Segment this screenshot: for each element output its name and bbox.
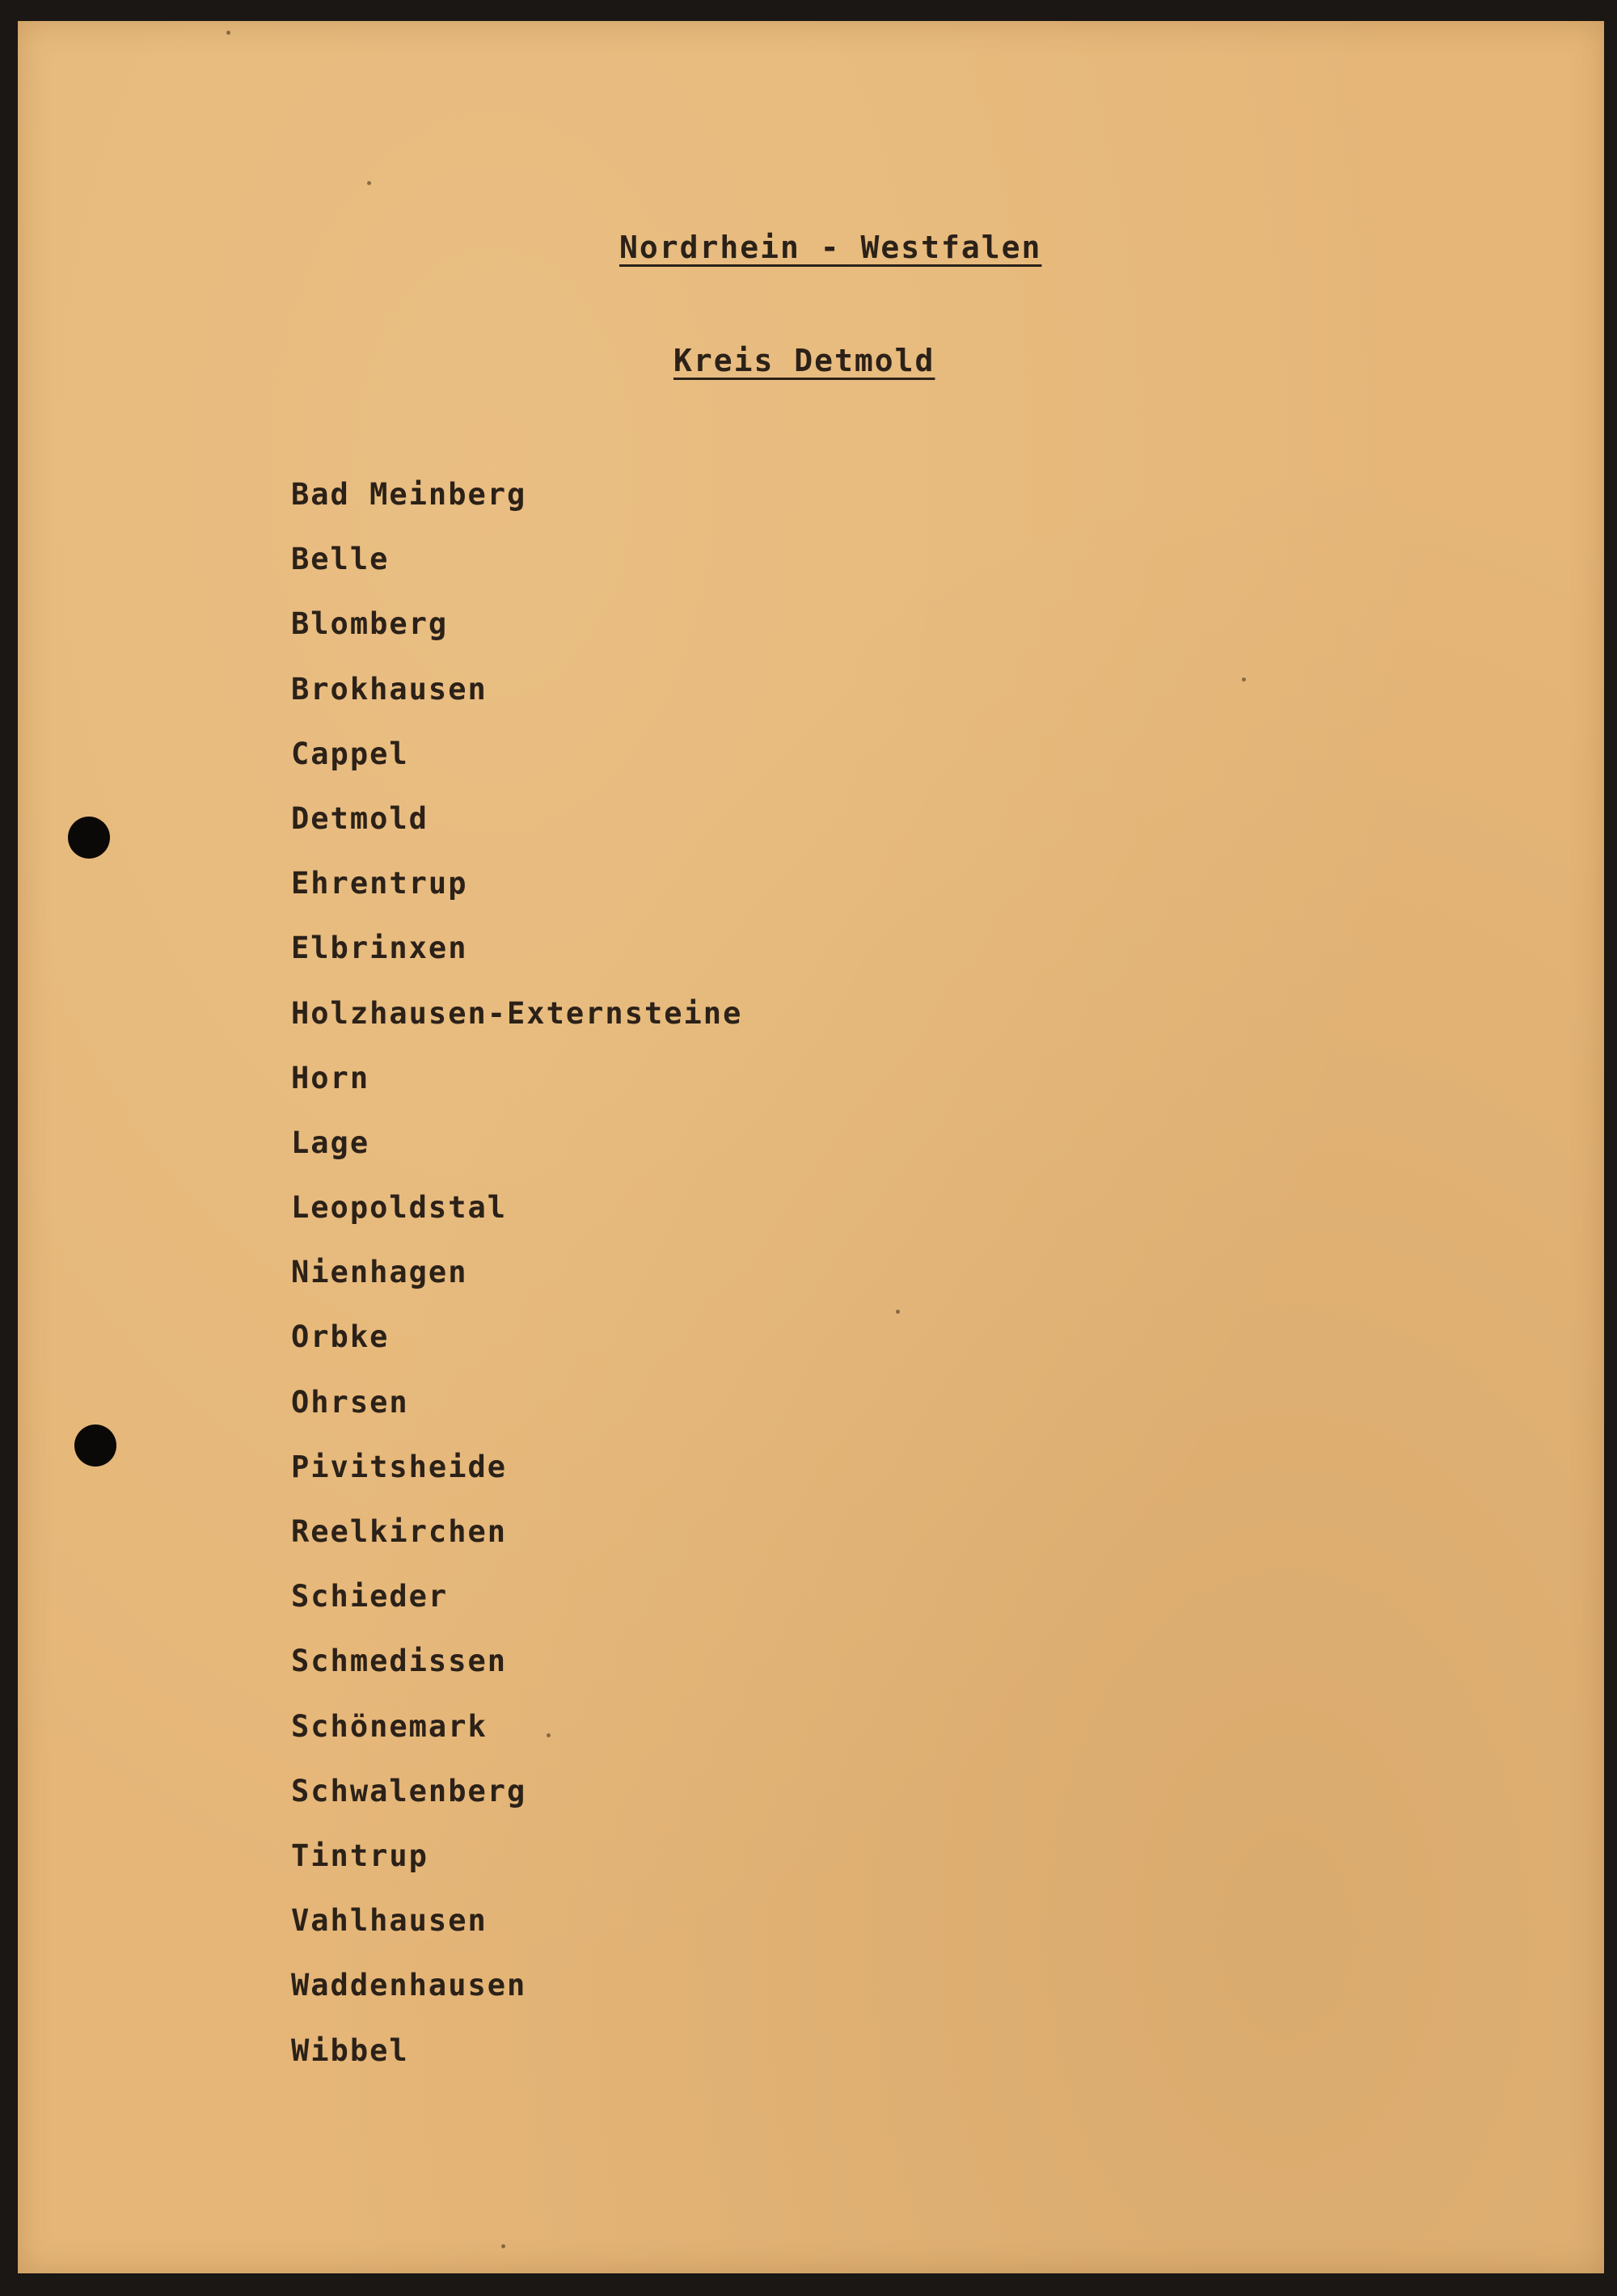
place-item: Schönemark: [291, 1708, 488, 1744]
paper-speck: [501, 2244, 505, 2248]
place-list: [291, 471, 742, 2091]
place-item: Schwalenberg: [291, 1773, 527, 1809]
place-item: Brokhausen: [291, 671, 488, 707]
district-heading: Kreis Detmold: [673, 343, 935, 378]
punch-hole-bottom: [74, 1424, 116, 1467]
paper-speck: [547, 1733, 551, 1737]
state-heading: Nordrhein - Westfalen: [619, 230, 1042, 265]
place-item: Pivitsheide: [291, 1449, 508, 1484]
place-item: Nienhagen: [291, 1255, 468, 1290]
place-item: Holzhausen-Externsteine: [291, 995, 743, 1031]
place-item: Lage: [291, 1125, 370, 1160]
paper-speck: [1242, 677, 1246, 682]
place-item: Schieder: [291, 1579, 449, 1614]
paper-speck: [367, 181, 371, 185]
place-item: Detmold: [291, 800, 429, 836]
place-item: Vahlhausen: [291, 1903, 488, 1939]
place-item: Orbke: [291, 1319, 390, 1355]
place-item: Ehrentrup: [291, 866, 468, 901]
paper-speck: [226, 31, 230, 35]
place-item: Cappel: [291, 736, 409, 771]
place-item: Reelkirchen: [291, 1514, 508, 1549]
punch-hole-top: [68, 817, 110, 859]
place-item: Blomberg: [291, 606, 449, 642]
place-item: Bad Meinberg: [291, 477, 527, 512]
place-item: Leopoldstal: [291, 1190, 508, 1226]
place-item: Schmedissen: [291, 1644, 508, 1679]
paper-sheet: [18, 21, 1604, 2273]
place-item: Elbrinxen: [291, 931, 468, 966]
place-item: Wibbel: [291, 2032, 409, 2068]
place-item: Belle: [291, 542, 390, 577]
place-item: Waddenhausen: [291, 1968, 527, 2003]
paper-speck: [896, 1310, 900, 1314]
place-item: Ohrsen: [291, 1384, 409, 1420]
place-item: Tintrup: [291, 1838, 429, 1873]
place-item: Horn: [291, 1060, 370, 1095]
